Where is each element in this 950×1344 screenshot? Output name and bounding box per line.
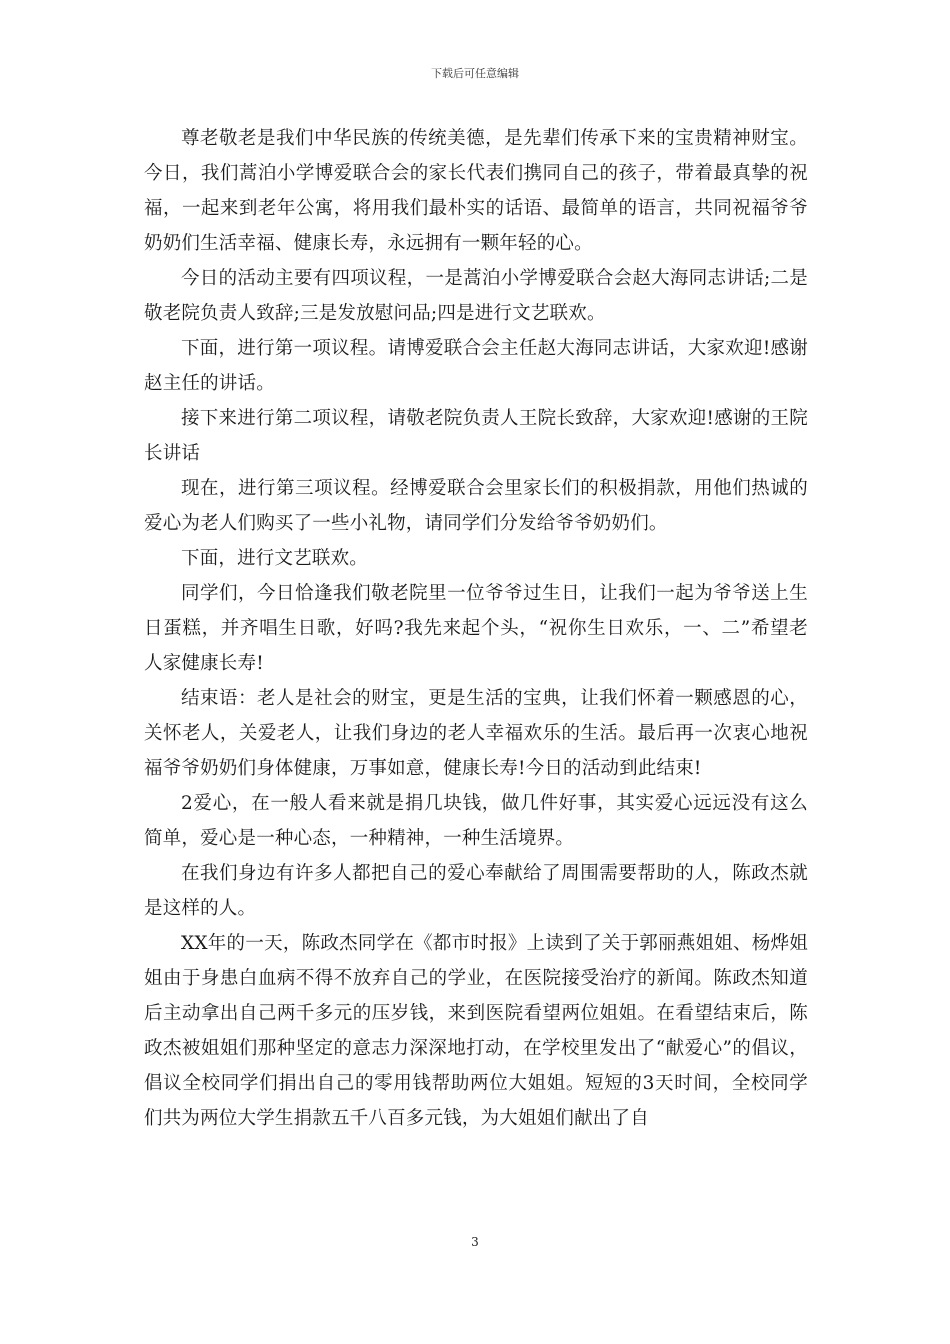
paragraph: 现在，进行第三项议程。经博爱联合会里家长们的积极捐款，用他们热诚的爱心为老人们购买了一些小礼物，请同学们分发给爷爷奶奶们。 [144,478,808,534]
paragraph: 2爱心，在一般人看来就是捐几块钱，做几件好事，其实爱心远远没有这么简单，爱心是一种心态，一种精神，一种生活境界。 [144,793,808,849]
paragraph: 同学们，今日恰逢我们敬老院里一位爷爷过生日，让我们一起为爷爷送上生日蛋糕，并齐唱生日歌，好吗?我先来起个头，“祝你生日欢乐，一、二”希望老人家健康长寿! [144,583,808,674]
paragraph: 下面，进行文艺联欢。 [181,548,369,569]
paragraph: 在我们身边有许多人都把自己的爱心奉献给了周围需要帮助的人，陈政杰就是这样的人。 [144,863,808,919]
paragraph: 接下来进行第二项议程，请敬老院负责人王院长致辞，大家欢迎!感谢的王院长讲话 [144,408,808,464]
paragraph: 结束语：老人是社会的财宝，更是生活的宝典，让我们怀着一颗感恩的心，关怀老人，关爱老人，让我们身边的老人幸福欢乐的生活。最后再一次衷心地祝福爷爷奶奶们身体健康，万事如意，健康长寿!今日的活动到此结束! [144,688,808,779]
document-body [144,121,808,1136]
paragraph: 下面，进行第一项议程。请博爱联合会主任赵大海同志讲话，大家欢迎!感谢赵主任的讲话。 [144,338,808,394]
paragraph: 尊老敬老是我们中华民族的传统美德，是先辈们传承下来的宝贵精神财宝。今日，我们蒿泊小学博爱联合会的家长代表们携同自己的孩子，带着最真挚的祝福，一起来到老年公寓，将用我们最朴实的话语、最简单的语言，共同祝福爷爷奶奶们生活幸福、健康长寿，永远拥有一颗年轻的心。 [144,128,808,254]
page-number: 3 [471,1235,479,1249]
paragraph: XX年的一天，陈政杰同学在《都市时报》上读到了关于郭丽燕姐姐、杨烨姐姐由于身患白血病不得不放弃自己的学业，在医院接受治疗的新闻。陈政杰知道后主动拿出自己两千多元的压岁钱，来到医院看望两位姐姐。在看望结束后，陈政杰被姐姐们那种坚定的意志力深深地打动，在学校里发出了“献爱心”的倡议，倡议全校同学们捐出自己的零用钱帮助两位大姐姐。短短的3天时间，全校同学们共为两位大学生捐款五千八百多元钱，为大姐姐们献出了自 [144,933,808,1129]
page-header: 下载后可任意编辑 [431,67,519,80]
paragraph: 今日的活动主要有四项议程，一是蒿泊小学博爱联合会赵大海同志讲话;二是敬老院负责人致辞;三是发放慰问品;四是进行文艺联欢。 [144,268,808,324]
